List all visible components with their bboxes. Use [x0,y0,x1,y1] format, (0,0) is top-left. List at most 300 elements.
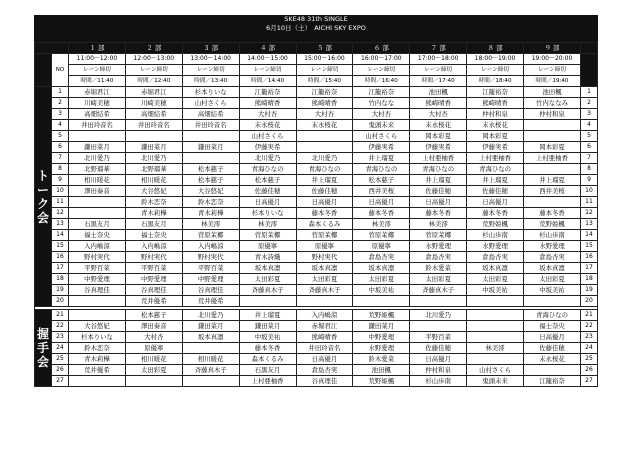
table-row [35,153,598,164]
member-cell: 荒井優希 [182,296,239,307]
row-number-left: 22 [52,321,69,332]
member-cell: 井上瑠夏 [296,175,353,186]
table-row [35,164,598,175]
row-number-right: 13 [581,219,598,230]
member-cell: 北野瑠華 [69,164,126,175]
member-cell [69,376,126,387]
member-cell: 太田彩夏 [125,365,182,376]
table-row [35,376,598,387]
member-cell: 坂本真凛 [353,263,410,274]
member-cell: 鎌田菜月 [182,321,239,332]
table-row [35,310,598,321]
lane-deadline-label: レーン締切 [182,65,239,76]
row-number-left: 2 [52,98,69,109]
member-cell: 杉本りいな [239,208,296,219]
table-row [35,219,598,230]
member-cell: 末永桜花 [296,120,353,131]
member-cell: 水野愛理 [410,241,467,252]
part-label: １ 部 [69,43,126,54]
member-cell: 相川暖花 [69,175,126,186]
row-number-left: 18 [52,274,69,285]
member-cell: 坂本真凛 [524,263,581,274]
member-cell: 鈴木愛菜 [410,263,467,274]
member-cell: 谷真理佳 [125,285,182,296]
member-cell: 坂本真凛 [296,263,353,274]
member-cell: 入内嶋涼 [296,310,353,321]
member-cell: 日高優月 [410,354,467,365]
member-cell: 江籠裕奈 [524,376,581,387]
schedule-sheet [34,15,598,432]
member-cell: 太田彩夏 [296,274,353,285]
part-time: 11:00～12:00 [69,54,126,65]
lane-deadline-time: 時間／14:40 [239,76,296,87]
row-number-right: 27 [581,376,598,387]
table-row [35,296,598,307]
table-row [35,109,598,120]
row-number-left: 14 [52,230,69,241]
part-label: ６ 部 [353,43,410,54]
member-cell [467,321,524,332]
member-cell: 荒井優希 [69,365,126,376]
member-cell: 水野愛理 [467,241,524,252]
member-cell: 北川愛乃 [69,153,126,164]
member-cell: 松本慈子 [182,175,239,186]
row-number-left: 25 [52,354,69,365]
row-number-left: 20 [52,296,69,307]
member-cell: 谷真理佳 [69,285,126,296]
right-blank [581,54,598,87]
member-cell: 伊藤実希 [239,142,296,153]
part-time: 16:00～17:00 [353,54,410,65]
table-row [35,263,598,274]
member-cell: 青海ひなの [353,164,410,175]
row-number-right: 22 [581,321,598,332]
member-cell: 大村杏 [239,109,296,120]
table-row [35,208,598,219]
member-cell: 中坂美祐 [467,285,524,296]
member-cell: 北川愛乃 [296,153,353,164]
member-cell: 鎌田菜月 [69,142,126,153]
member-cell: 林美澪 [353,219,410,230]
member-cell [125,376,182,387]
member-cell: 藤本冬香 [296,208,353,219]
member-cell: 大村杏 [353,109,410,120]
part-label: ４ 部 [239,43,296,54]
part-time: 19:00～20:00 [524,54,581,65]
time-row [35,54,598,65]
row-number-left: 3 [52,109,69,120]
member-cell: 林美澪 [467,343,524,354]
member-cell: 鎌田菜月 [125,142,182,153]
member-cell: 井田玲音名 [125,120,182,131]
member-cell [524,164,581,175]
member-cell: 上村亜柚香 [410,153,467,164]
member-cell: 池田楓 [410,87,467,98]
member-cell: 佐藤佳穂 [410,186,467,197]
member-cell: 菅原茉椰 [353,230,410,241]
member-cell: 鬼頭未来 [467,376,524,387]
member-cell: 江籠裕奈 [467,87,524,98]
row-number-right: 26 [581,365,598,376]
member-cell [467,354,524,365]
member-cell: 青海ひなの [524,310,581,321]
member-cell: 鈴木恋奈 [125,197,182,208]
part-label: ７ 部 [410,43,467,54]
member-cell: 鬼頭未来 [353,120,410,131]
member-cell: 石黒友月 [239,365,296,376]
member-cell: 倉島杏実 [353,252,410,263]
lane-deadline-time: 時間／13:40 [182,76,239,87]
member-cell: 日高優月 [296,197,353,208]
table-row [35,197,598,208]
member-cell: 井上瑠夏 [353,153,410,164]
member-cell: 青海ひなの [467,164,524,175]
lane-deadline-time: 時間／11:40 [69,76,126,87]
member-cell: 谷真理佳 [182,285,239,296]
member-cell [467,310,524,321]
member-cell: 杉本りいな [69,332,126,343]
member-cell [69,131,126,142]
member-cell: 藤本冬香 [467,208,524,219]
member-cell: 山村さくら [353,131,410,142]
row-number-right: 24 [581,343,598,354]
row-number-left: 19 [52,285,69,296]
member-cell: 大村杏 [410,109,467,120]
member-cell: 太田彩夏 [239,274,296,285]
member-cell: 林美澪 [410,219,467,230]
member-cell: 青木莉樺 [69,354,126,365]
member-cell: 日高優月 [410,197,467,208]
member-cell: 杉本りいな [182,87,239,98]
row-number-right: 2 [581,98,598,109]
row-number-left: 15 [52,241,69,252]
member-cell: 松本慈子 [239,175,296,186]
row-number-right: 19 [581,285,598,296]
member-cell: 倉島杏実 [410,252,467,263]
row-number-right: 3 [581,109,598,120]
part-label-row [35,43,598,54]
member-cell: 鎌田菜月 [239,321,296,332]
member-cell: 池田楓 [353,365,410,376]
member-cell: 大村杏 [296,109,353,120]
table-row [35,274,598,285]
member-cell: 中坂美祐 [524,285,581,296]
member-cell [125,131,182,142]
member-cell: 中野愛理 [125,274,182,285]
row-number-left: 5 [52,131,69,142]
lane-deadline-time: 時間／16:40 [353,76,410,87]
table-row [35,241,598,252]
member-cell: 西井美桜 [524,186,581,197]
member-cell: 森本くるみ [239,354,296,365]
member-cell: 福士奈央 [524,321,581,332]
member-cell: 鎌田菜月 [353,321,410,332]
member-cell: 相川暖花 [125,175,182,186]
lane-deadline-time: 時間／19:40 [524,76,581,87]
section-label-talk: ト ー ク 会 [35,87,52,307]
member-cell: 井上瑠夏 [239,310,296,321]
row-number-right: 17 [581,263,598,274]
member-cell: 青海ひなの [410,164,467,175]
table-row [35,230,598,241]
member-cell: 平野百菜 [182,263,239,274]
member-cell: 福士奈央 [69,230,126,241]
member-cell: 倉島杏実 [296,365,353,376]
member-cell: 太田彩夏 [410,274,467,285]
table-row [35,87,598,98]
member-cell: 石黒友月 [69,219,126,230]
row-number-left: 10 [52,186,69,197]
row-number-right: 5 [581,131,598,142]
part-time: 12:00～13:00 [125,54,182,65]
lane-deadline-label: レーン締切 [239,65,296,76]
member-cell: 松本慈子 [125,310,182,321]
member-cell: 入内嶋涼 [182,241,239,252]
member-cell: 末永桜花 [467,120,524,131]
member-cell: 松本慈子 [353,175,410,186]
member-cell: 平野百菜 [410,332,467,343]
member-cell: 日高優月 [524,332,581,343]
member-cell: 佐藤佳穂 [467,186,524,197]
member-cell: 林美澪 [239,219,296,230]
note-row-1 [35,65,598,76]
member-cell: 北川愛乃 [410,310,467,321]
row-number-right: 20 [581,296,598,307]
row-number-left: 11 [52,197,69,208]
member-cell: 岡本彩夏 [524,142,581,153]
member-cell: 井上瑠夏 [467,175,524,186]
lane-deadline-time: 時間／12:40 [125,76,182,87]
member-cell: 野村実代 [182,252,239,263]
member-cell [182,343,239,354]
member-cell [69,208,126,219]
row-number-right: 18 [581,274,598,285]
member-cell: 鈴木恋奈 [182,197,239,208]
member-cell: 井田玲音名 [69,120,126,131]
member-cell: 上村亜柚香 [524,153,581,164]
row-number-left: 13 [52,219,69,230]
member-cell: 仲村和泉 [524,109,581,120]
member-cell [239,296,296,307]
row-number-right: 23 [581,332,598,343]
member-cell: 熊崎晴香 [410,98,467,109]
member-cell: 福士奈央 [125,230,182,241]
member-cell: 山村さくら [239,131,296,142]
member-cell: 相川暖花 [182,354,239,365]
row-number-left: 26 [52,365,69,376]
member-cell: 谷真理佳 [296,376,353,387]
lane-deadline-label: レーン締切 [296,65,353,76]
member-cell: 藤本冬香 [239,343,296,354]
member-cell: 中野愛理 [182,274,239,285]
member-cell: 野村実代 [296,252,353,263]
row-number-left: 27 [52,376,69,387]
member-cell: 林美澪 [182,219,239,230]
member-cell: 高畑結希 [125,109,182,120]
member-cell: 日高優月 [296,354,353,365]
sheet-date: 6月10日（土） AICHI SKY EXPO [266,24,366,32]
member-cell: 佐藤佳穂 [524,343,581,354]
member-cell [296,296,353,307]
member-cell: 岡本彩夏 [467,131,524,142]
part-label: ５ 部 [296,43,353,54]
row-number-left: 24 [52,343,69,354]
part-label: ８ 部 [467,43,524,54]
member-cell: 仲村和泉 [410,365,467,376]
member-cell: 井上瑠夏 [524,175,581,186]
member-cell: 杉山歩南 [410,376,467,387]
member-cell: 伊藤実希 [467,142,524,153]
member-cell: 平野百菜 [69,263,126,274]
member-cell: 野村実代 [125,252,182,263]
member-cell [69,197,126,208]
member-cell: 中坂美祐 [353,285,410,296]
member-cell: 仲村和泉 [467,109,524,120]
member-cell: 中坂美祐 [239,332,296,343]
member-cell: 倉島杏実 [524,252,581,263]
member-cell: 荒野姫楓 [353,376,410,387]
table-row [35,120,598,131]
member-cell: 青海ひなの [296,164,353,175]
member-cell: 平野百菜 [125,263,182,274]
member-cell: 上村亜柚香 [239,376,296,387]
member-cell: 藤本冬香 [410,208,467,219]
row-number-right: 4 [581,120,598,131]
table-row [35,285,598,296]
member-cell: 竹内ななみ [524,98,581,109]
member-cell [524,365,581,376]
member-cell: 倉島杏実 [467,252,524,263]
member-cell: 藤本冬香 [524,208,581,219]
table-row [35,131,598,142]
member-cell: 池田楓 [524,87,581,98]
row-number-left: 8 [52,164,69,175]
member-cell [353,296,410,307]
member-cell: 松本慈子 [182,164,239,175]
lane-deadline-label: レーン締切 [125,65,182,76]
member-cell: 大谷悠妃 [69,321,126,332]
member-cell: 岡本彩夏 [410,131,467,142]
member-cell: 日高優月 [239,197,296,208]
part-time: 17:00～18:00 [410,54,467,65]
member-cell: 熊崎晴香 [239,98,296,109]
member-cell: 大村杏 [125,332,182,343]
member-cell: 日高優月 [353,197,410,208]
left-blank [35,54,52,87]
lane-table [34,42,598,387]
member-cell: 江籠裕奈 [296,87,353,98]
member-cell: 原優寧 [296,241,353,252]
member-cell: 末永桜花 [524,354,581,365]
row-number-left: 12 [52,208,69,219]
member-cell: 佐藤佳穂 [296,186,353,197]
member-cell: 澤田奏音 [125,321,182,332]
table-row [35,332,598,343]
member-cell: 赤堀君江 [125,87,182,98]
row-number-left: 21 [52,310,69,321]
member-cell: 西井美桜 [353,186,410,197]
member-cell: 上村亜柚香 [467,153,524,164]
table-row [35,175,598,186]
part-time: 13:00～14:00 [182,54,239,65]
lane-deadline-label: レーン締切 [410,65,467,76]
part-label-spacer-right [581,43,598,54]
part-label: ２ 部 [125,43,182,54]
row-number-right: 1 [581,87,598,98]
member-cell: 藤本冬香 [353,208,410,219]
lane-deadline-label: レーン締切 [353,65,410,76]
member-cell: 山村さくら [182,98,239,109]
member-cell: 荒野姫楓 [353,310,410,321]
member-cell: 青木莉樺 [182,208,239,219]
row-number-left: 9 [52,175,69,186]
lane-deadline-label: レーン締切 [69,65,126,76]
part-label: ３ 部 [182,43,239,54]
row-number-left: 6 [52,142,69,153]
member-cell: 原優寧 [125,343,182,354]
member-cell: 佐藤佳穂 [410,343,467,354]
member-cell: 澤田奏音 [69,186,126,197]
member-cell [410,321,467,332]
row-number-right: 7 [581,153,598,164]
row-number-left: 16 [52,252,69,263]
member-cell: 石黒友月 [125,219,182,230]
member-cell: 江籠裕奈 [239,87,296,98]
row-number-left: 17 [52,263,69,274]
row-number-right: 11 [581,197,598,208]
member-cell: 江籠裕奈 [353,87,410,98]
member-cell: 井田玲音名 [296,343,353,354]
member-cell: 北川愛乃 [239,153,296,164]
member-cell [69,310,126,321]
member-cell: 青木詩織 [239,252,296,263]
member-cell: 井田玲音名 [182,120,239,131]
member-cell: 水野愛理 [353,343,410,354]
lane-deadline-label: レーン締切 [467,65,524,76]
member-cell [69,296,126,307]
member-cell [410,296,467,307]
member-cell [524,197,581,208]
row-number-right: 8 [581,164,598,175]
lane-deadline-label: レーン締切 [524,65,581,76]
member-cell: 川崎美穂 [125,98,182,109]
table-row [35,321,598,332]
sheet-title: SKE48 31th SINGLE [284,15,348,23]
member-cell: 末永桜花 [410,120,467,131]
row-number-left: 7 [52,153,69,164]
member-cell: 佐藤佳穂 [239,186,296,197]
member-cell: 中野愛理 [353,332,410,343]
member-cell: 杉山歩南 [524,230,581,241]
member-cell: 高畑結希 [69,109,126,120]
member-cell: 赤堀君江 [69,87,126,98]
member-cell: 入内嶋涼 [69,241,126,252]
part-label: ９ 部 [524,43,581,54]
row-number-right: 16 [581,252,598,263]
row-number-left: 23 [52,332,69,343]
member-cell: 赤堀君江 [296,321,353,332]
part-time: 18:00～19:00 [467,54,524,65]
member-cell: 青木莉樺 [125,208,182,219]
member-cell: 坂本真凛 [467,263,524,274]
member-cell: 中野愛理 [69,274,126,285]
member-cell: 熊崎晴香 [296,332,353,343]
member-cell: 水野愛理 [524,241,581,252]
member-cell [296,131,353,142]
member-cell: 菅原茉椰 [182,230,239,241]
member-cell [467,296,524,307]
member-cell: 大谷悠妃 [125,186,182,197]
